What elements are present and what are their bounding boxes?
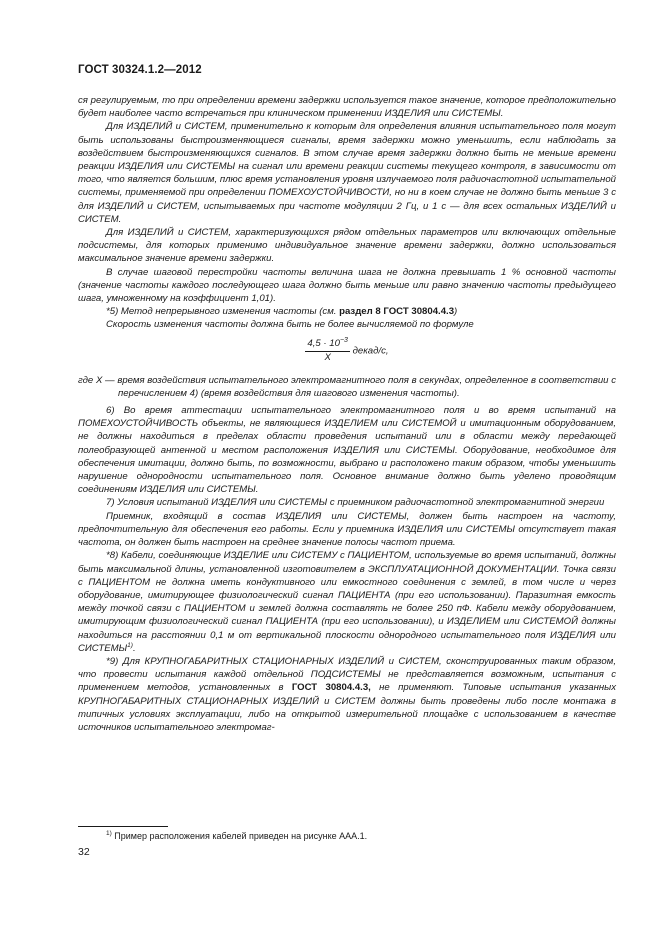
footnote-marker: 1) (106, 830, 112, 837)
paragraph: Приемник, входящий в состав ИЗДЕЛИЯ или СИСТЕМЫ, должен быть настроен на частоту, предпочтительную для обеспечения его работы. Если у приемника ИЗДЕЛИЯ или СИСТЕМЫ отсутствует такая частота, он должен быть настроен на среднее значение полосы частот приема. (78, 510, 616, 549)
text: *9) Для КРУПНОГАБАРИТНЫХ СТАЦИОНАРНЫХ ИЗДЕЛИЙ и СИСТЕМ, сконструированных таким образом, что провести испытания каждой отдельной ПОДСИСТЕМЫ не представляется возможным, испытания с применением методов, установленных в (78, 655, 616, 694)
paragraph (78, 655, 616, 734)
paragraph: 7) Условия испытаний ИЗДЕЛИЯ или СИСТЕМЫ с приемником радиочастотной электромагнитной энергии (106, 497, 605, 509)
paragraph: Скорость изменения частоты должна быть не более вычисляемой по формуле (106, 319, 474, 331)
formula-denominator: X (324, 351, 331, 363)
formula (78, 338, 616, 368)
text: 4,5 · 10 (307, 337, 340, 349)
formula-fraction (305, 338, 350, 364)
paragraph: Для ИЗДЕЛИЙ и СИСТЕМ, применительно к которым для определения влияния испытательного поля могут быть использованы быстроизменяющиеся сигналы, время задержки можно уменьшить, если наблюдать за воздействием быстроизменяющихся сигналов. В этом случае время задержки должно быть не меньше времени реакции ИЗДЕЛИЯ или СИСТЕМЫ на сигнал или времени реакции системы текущего контроля, в зависимости от того, что является большим, плюс время установления уровня излучаемого поля радиочастотной испытательной системы, применяемой при определении ПОМЕХОУСТОЙЧИВОСТИ, но ни в коем случае не должно быть меньше 3 с для ИЗДЕЛИЙ и СИСТЕМ, испытываемых при частоте модуляции 2 Гц, и 1 с — для всех остальных ИЗДЕЛИЙ и СИСТЕМ. (78, 121, 616, 225)
page-number: 32 (78, 846, 90, 858)
text: . (132, 642, 136, 654)
footnote-text: Пример расположения кабелей приведен на рисунке ААА.1. (111, 831, 368, 841)
formula-unit: декад/с, (349, 345, 389, 357)
paragraph (78, 549, 616, 655)
paragraph: Для ИЗДЕЛИЙ и СИСТЕМ, характеризующихся рядом отдельных параметров или включающих отдельные подсистемы, для которых применимо индивидуальное значение времени задержки, должно использоваться максимальное значение времени задержки. (78, 227, 616, 265)
standard-reference: ГОСТ 30804.4.3, (291, 682, 371, 694)
formula-numerator (305, 338, 350, 352)
standard-reference: раздел 8 ГОСТ 30804.4.3 (339, 306, 455, 318)
text: не применяют. Типовые испытания указанных КРУПНОГАБАРИТНЫХ СТАЦИОНАРНЫХ ИЗДЕЛИЙ и СИСТЕМ должны быть проведены либо после монтажа в типичных условиях эксплуатации, либо на открытой измерительной площадке с использованием в качестве источников испытательного электромаг- (78, 682, 616, 733)
text: ) (454, 306, 458, 318)
body-text (78, 94, 616, 734)
exponent: −3 (339, 336, 348, 344)
paragraph (78, 305, 616, 318)
paragraph: где X — время воздействия испытательного электромагнитного поля в секундах, определенное в соответствии с перечислением 4) (время воздействия для шагового изменения частоты). (78, 374, 616, 399)
paragraph: ся регулируемым, то при определении времени задержки используется такое значение, которое предположительно будет наиболее часто встречаться при клиническом применении ИЗДЕЛИЯ или СИСТЕМЫ. (78, 95, 616, 120)
footnote (106, 831, 367, 841)
page-header: ГОСТ 30324.1.2—2012 (78, 64, 202, 76)
footnote-divider (78, 826, 168, 827)
paragraph: 6) Во время аттестации испытательного электромагнитного поля и во время испытаний на ПОМЕХОУСТОЙЧИВОСТЬ объекты, не являющиеся ИЗДЕЛИЕМ или СИСТЕМОЙ и имитационным оборудованием, не должны находиться в пределах области проведения испытаний или в области между передающей полеобразующей антенной и местом расположения ИЗДЕЛИЯ или СИСТЕМЫ. Оборудование, необходимое для обеспечения имитации, должно быть, по возможности, выбрано и расположено таким образом, чтобы уменьшить нарушение однородности испытательного поля. Основное внимание должно быть уделено проводящим соединениям ИЗДЕЛИЯ или СИСТЕМЫ. (78, 405, 616, 496)
paragraph: В случае шаговой перестройки частоты величина шага не должна превышать 1 % основной частоты (значение частоты каждого последующего шага должно быть меньше или равно значению частоты предыдущего шага, умноженному на коэффициент 1,01). (78, 266, 616, 305)
text: *5) Метод непрерывного изменения частоты (см. (106, 306, 340, 318)
footnote-ref: 1) (127, 641, 133, 649)
text: *8) Кабели, соединяющие ИЗДЕЛИЕ или СИСТЕМУ с ПАЦИЕНТОМ, используемые во время испытаний, должны быть максимальной длины, установленной изготовителем в ЭКСПЛУАТАЦИОННОЙ ДОКУМЕНТАЦИИ. Точка связи с ПАЦИЕНТОМ не должна иметь кондуктивного или емкостного соединения с землей, в том числе и через оборудование, имитирующее физиологический сигнал ПАЦИЕНТА (при его использовании). Паразитная емкость между точкой связи с ПАЦИЕНТОМ и землей должна составлять не более 250 пФ. Кабели между оборудованием, имитирующим физиологический сигнал ПАЦИЕНТА (при его использовании), и ИЗДЕЛИЕМ или СИСТЕМОЙ должны находиться на расстоянии 0,1 м от вертикальной плоскости однородного испытательного поля ИЗДЕЛИЯ или СИСТЕМЫ (78, 550, 616, 654)
